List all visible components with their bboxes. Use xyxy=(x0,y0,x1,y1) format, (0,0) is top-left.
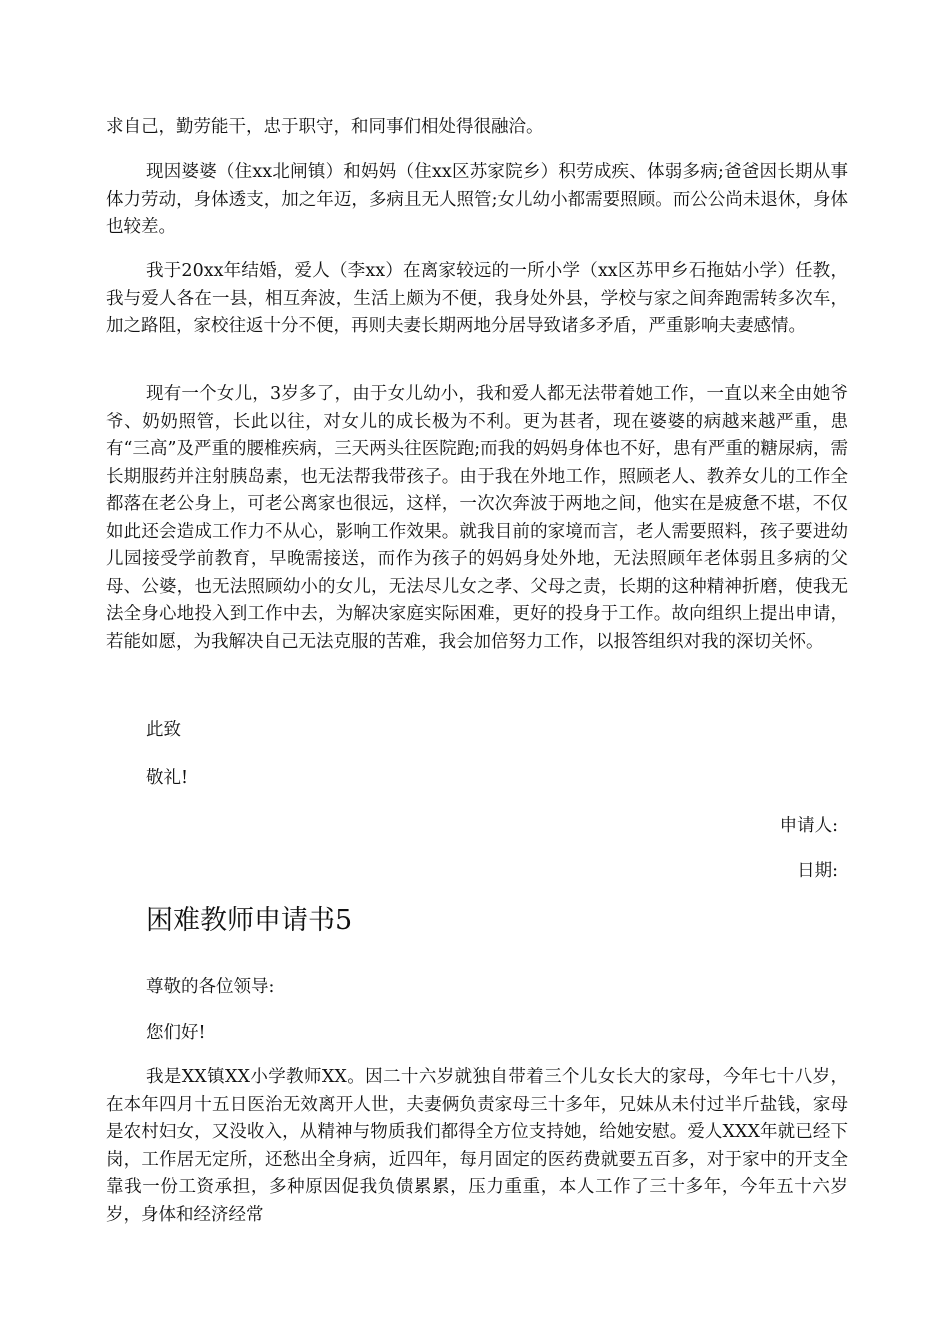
applicant-label: 申请人: xyxy=(779,816,838,836)
section-heading: 困难教师申请书5 xyxy=(146,905,353,936)
date-label: 日期: xyxy=(797,861,838,881)
greeting: 您们好! xyxy=(146,1023,206,1043)
paragraph-family-situation: 现因婆婆（住xx北闸镇）和妈妈（住xx区苏家院乡）积劳成疾、体弱多病;爸爸因长期从事体力劳动，身体透支，加之年迈，多病且无人照管;女儿幼小都需要照顾。而公公尚未退休，身体也较差。 xyxy=(106,162,848,237)
paragraph-marriage: 我于20xx年结婚，爱人（李xx）在离家较远的一所小学（xx区苏甲乡石拖姑小学）任教，我与爱人各在一县，相互奔波，生活上颇为不便，我身处外县，学校与家之间奔跑需转多次车，加之路阻，家校往返十分不便，再则夫妻长期两地分居导致诸多矛盾，严重影响夫妻感情。 xyxy=(106,261,848,336)
paragraph-daughter: 现有一个女儿，3岁多了，由于女儿幼小，我和爱人都无法带着她工作，一直以来全由她爷爷、奶奶照管，长此以往，对女儿的成长极为不利。更为甚者，现在婆婆的病越来越严重，患有“三高”及严重的腰椎疾病，三天两头往医院跑;而我的妈妈身体也不好，患有严重的糖尿病，需长期服药并注射胰岛素，也无法帮我带孩子。由于我在外地工作，照顾老人、教养女儿的工作全都落在老公身上，可老公离家也很远，这样，一次次奔波于两地之间，他实在是疲惫不堪，不仅如此还会造成工作力不从心，影响工作效果。就我目前的家境而言，老人需要照料，孩子要进幼儿园接受学前教育，早晚需接送，而作为孩子的妈妈身处外地，无法照顾年老体弱且多病的父母、公婆，也无法照顾幼小的女儿，无法尽儿女之孝、父母之责，长期的这种精神折磨，使我无法全身心地投入到工作中去，为解决家庭实际困难，更好的投身于工作。故向组织上提出申请，若能如愿，为我解决自己无法克服的苦难，我会加倍努力工作，以报答组织对我的深切关怀。 xyxy=(106,384,848,652)
closing-line-1: 此致 xyxy=(146,720,181,740)
paragraph-continuation: 求自己，勤劳能干，忠于职守，和同事们相处得很融洽。 xyxy=(106,117,544,137)
paragraph-intro: 我是XX镇XX小学教师XX。因二十六岁就独自带着三个儿女长大的家母，今年七十八岁，在本年四月十五日医治无效离开人世，夫妻俩负责家母三十多年，兄妹从未付过半斤盐钱，家母是农村妇女，又没收入，从精神与物质我们都得全方位支持她，给她安慰。爱人XXX年就已经下岗，工作居无定所，还愁出全身病，近四年，每月固定的医药费就要五百多，对于家中的开支全靠我一份工资承担，多种原因促我负债累累，压力重重，本人工作了三十多年，今年五十六岁岁，身体和经济经常 xyxy=(106,1067,848,1225)
salutation: 尊敬的各位领导: xyxy=(146,977,275,997)
closing-line-2: 敬礼! xyxy=(146,768,189,788)
